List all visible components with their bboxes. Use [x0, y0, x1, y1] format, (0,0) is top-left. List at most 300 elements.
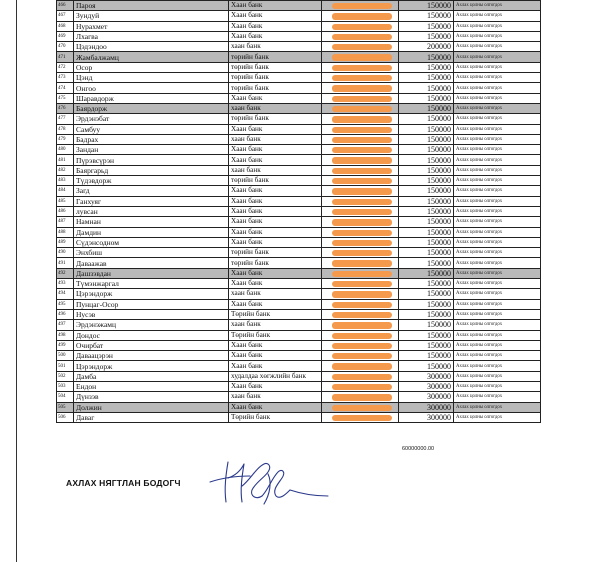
account-number-redacted — [322, 31, 399, 41]
account-number-redacted — [322, 392, 399, 402]
redaction-mark — [332, 3, 392, 9]
row-number: 482 — [57, 165, 74, 175]
table-row — [57, 258, 541, 268]
account-number-redacted — [322, 73, 399, 83]
person-name: Лхагва — [74, 31, 229, 41]
payment-note: Ахлах цолны олгогдох — [454, 268, 541, 278]
bank-name: Хаан банк — [229, 124, 322, 134]
table-row — [57, 134, 541, 144]
row-number: 485 — [57, 196, 74, 206]
amount: 150000 — [399, 155, 454, 165]
payment-note: Ахлах цолны олгогдох — [454, 206, 541, 216]
payment-note: Ахлах цолны олгогдох — [454, 186, 541, 196]
row-number: 495 — [57, 299, 74, 309]
redaction-mark — [332, 343, 392, 349]
payment-note: Ахлах цолны олгогдох — [454, 42, 541, 52]
row-number: 486 — [57, 206, 74, 216]
person-name: Цэдэндоо — [74, 42, 229, 52]
payment-note: Ахлах цолны олгогдох — [454, 381, 541, 391]
amount: 150000 — [399, 289, 454, 299]
payment-note: Ахлах цолны олгогдох — [454, 155, 541, 165]
table-row — [57, 103, 541, 113]
redaction-mark — [332, 271, 392, 277]
redaction-mark — [332, 178, 392, 184]
table-row — [57, 1, 541, 11]
account-number-redacted — [322, 62, 399, 72]
row-number: 489 — [57, 237, 74, 247]
person-name: Дамдин — [74, 227, 229, 237]
redaction-mark — [332, 312, 392, 318]
amount: 300000 — [399, 402, 454, 412]
person-name: Цэрэндорж — [74, 289, 229, 299]
table-row — [57, 237, 541, 247]
person-name: Нурахмет — [74, 21, 229, 31]
table-row — [57, 309, 541, 319]
bank-name: Хаан банк — [229, 381, 322, 391]
bank-name: Хаан банк — [229, 217, 322, 227]
person-name: Онгоо — [74, 83, 229, 93]
amount: 150000 — [399, 52, 454, 62]
account-number-redacted — [322, 299, 399, 309]
person-name: Зандан — [74, 145, 229, 155]
amount: 150000 — [399, 330, 454, 340]
table-row — [57, 402, 541, 412]
row-number: 494 — [57, 289, 74, 299]
bank-name: Хаан банк — [229, 299, 322, 309]
person-name: Дондос — [74, 330, 229, 340]
payment-note: Ахлах цолны олгогдох — [454, 320, 541, 330]
person-name: Очирбат — [74, 340, 229, 350]
payment-note: Ахлах цолны олгогдох — [454, 309, 541, 319]
account-number-redacted — [322, 217, 399, 227]
bank-name: Хаан банк — [229, 11, 322, 21]
person-name: Баярдорж — [74, 103, 229, 113]
account-number-redacted — [322, 155, 399, 165]
page-edge-line — [16, 0, 17, 562]
table-row — [57, 412, 541, 422]
redaction-mark — [332, 219, 392, 225]
table-row — [57, 196, 541, 206]
person-name: Эрдэнэжамц — [74, 320, 229, 330]
row-number: 503 — [57, 381, 74, 391]
person-name: Пунцаг-Осор — [74, 299, 229, 309]
account-number-redacted — [322, 52, 399, 62]
amount: 150000 — [399, 11, 454, 21]
payment-note: Ахлах цолны олгогдох — [454, 392, 541, 402]
redaction-mark — [332, 384, 392, 390]
amount: 300000 — [399, 392, 454, 402]
bank-name: Хаан банк — [229, 1, 322, 11]
payment-table-sheet — [56, 0, 516, 423]
person-name: Түдэвдорж — [74, 176, 229, 186]
table-row — [57, 73, 541, 83]
redaction-mark — [332, 260, 392, 266]
account-number-redacted — [322, 11, 399, 21]
table-row — [57, 114, 541, 124]
bank-name: Хаан банк — [229, 279, 322, 289]
bank-name: хаан банк — [229, 103, 322, 113]
payment-note: Ахлах цолны олгогдох — [454, 248, 541, 258]
row-number: 501 — [57, 361, 74, 371]
account-number-redacted — [322, 1, 399, 11]
account-number-redacted — [322, 21, 399, 31]
table-row — [57, 351, 541, 361]
account-number-redacted — [322, 268, 399, 278]
table-row — [57, 299, 541, 309]
bank-name: Хаан банк — [229, 361, 322, 371]
account-number-redacted — [322, 289, 399, 299]
payment-note: Ахлах цолны олгогдох — [454, 330, 541, 340]
amount: 300000 — [399, 371, 454, 381]
amount: 150000 — [399, 309, 454, 319]
row-number: 480 — [57, 145, 74, 155]
table-row — [57, 145, 541, 155]
amount: 150000 — [399, 340, 454, 350]
account-number-redacted — [322, 330, 399, 340]
redaction-mark — [332, 106, 392, 112]
row-number: 488 — [57, 227, 74, 237]
amount: 150000 — [399, 279, 454, 289]
payment-note: Ахлах цолны олгогдох — [454, 371, 541, 381]
person-name: Жамбалжамц — [74, 52, 229, 62]
amount: 150000 — [399, 176, 454, 186]
payment-note: Ахлах цолны олгогдох — [454, 279, 541, 289]
bank-name: Хаан банк — [229, 186, 322, 196]
payment-note: Ахлах цолны олгогдох — [454, 289, 541, 299]
amount: 300000 — [399, 412, 454, 422]
amount: 150000 — [399, 227, 454, 237]
redaction-mark — [332, 13, 392, 19]
table-row — [57, 83, 541, 93]
redaction-mark — [332, 240, 392, 246]
bank-name: Төрийн банк — [229, 330, 322, 340]
person-name: Түмэнжаргал — [74, 279, 229, 289]
person-name: Энхбиш — [74, 248, 229, 258]
payment-note: Ахлах цолны олгогдох — [454, 299, 541, 309]
table-row — [57, 279, 541, 289]
amount: 150000 — [399, 268, 454, 278]
amount: 150000 — [399, 83, 454, 93]
bank-name: Хаан банк — [229, 93, 322, 103]
redaction-mark — [332, 85, 392, 91]
payment-note: Ахлах цолны олгогдох — [454, 1, 541, 11]
account-number-redacted — [322, 340, 399, 350]
bank-name: Хаан банк — [229, 340, 322, 350]
person-name: Загд — [74, 186, 229, 196]
account-number-redacted — [322, 227, 399, 237]
table-row — [57, 371, 541, 381]
account-number-redacted — [322, 145, 399, 155]
table-row — [57, 176, 541, 186]
amount: 150000 — [399, 217, 454, 227]
row-number: 478 — [57, 124, 74, 134]
table-row — [57, 165, 541, 175]
account-number-redacted — [322, 176, 399, 186]
person-name: Осор — [74, 62, 229, 72]
amount: 150000 — [399, 165, 454, 175]
amount: 150000 — [399, 21, 454, 31]
person-name: Пароя — [74, 1, 229, 11]
bank-name: Хаан банк — [229, 402, 322, 412]
row-number: 467 — [57, 11, 74, 21]
table-row — [57, 31, 541, 41]
account-number-redacted — [322, 114, 399, 124]
row-number: 471 — [57, 52, 74, 62]
payment-note: Ахлах цолны олгогдох — [454, 412, 541, 422]
person-name: Сүдэнсодном — [74, 237, 229, 247]
redaction-mark — [332, 322, 392, 328]
person-name: Бадрах — [74, 134, 229, 144]
payment-note: Ахлах цолны олгогдох — [454, 103, 541, 113]
bank-name: Хаан банк — [229, 227, 322, 237]
account-number-redacted — [322, 124, 399, 134]
payment-note: Ахлах цолны олгогдох — [454, 31, 541, 41]
table-row — [57, 155, 541, 165]
row-number: 476 — [57, 103, 74, 113]
redaction-mark — [332, 65, 392, 71]
row-number: 491 — [57, 258, 74, 268]
payment-note: Ахлах цолны олгогдох — [454, 237, 541, 247]
account-number-redacted — [322, 42, 399, 52]
table-row — [57, 340, 541, 350]
account-number-redacted — [322, 165, 399, 175]
grand-total: 60000000.00 — [402, 446, 435, 452]
payment-table — [56, 0, 541, 423]
table-row — [57, 248, 541, 258]
person-name: Дашзэвдан — [74, 268, 229, 278]
payment-note: Ахлах цолны олгогдох — [454, 227, 541, 237]
row-number: 469 — [57, 31, 74, 41]
row-number: 473 — [57, 73, 74, 83]
amount: 150000 — [399, 196, 454, 206]
table-row — [57, 361, 541, 371]
payment-note: Ахлах цолны олгогдох — [454, 134, 541, 144]
redaction-mark — [332, 250, 392, 256]
redaction-mark — [332, 188, 392, 194]
bank-name: хаан банк — [229, 392, 322, 402]
redaction-mark — [332, 54, 392, 60]
account-number-redacted — [322, 412, 399, 422]
redaction-mark — [332, 302, 392, 308]
table-row — [57, 227, 541, 237]
account-number-redacted — [322, 134, 399, 144]
bank-name: төрийн банк — [229, 62, 322, 72]
row-number: 470 — [57, 42, 74, 52]
bank-name: Хаан банк — [229, 21, 322, 31]
payment-note: Ахлах цолны олгогдох — [454, 21, 541, 31]
amount: 300000 — [399, 381, 454, 391]
payment-note: Ахлах цолны олгогдох — [454, 52, 541, 62]
table-row — [57, 381, 541, 391]
person-name: Нусэв — [74, 309, 229, 319]
amount: 150000 — [399, 134, 454, 144]
row-number: 487 — [57, 217, 74, 227]
account-number-redacted — [322, 402, 399, 412]
person-name: Шаравдорж — [74, 93, 229, 103]
redaction-mark — [332, 127, 392, 133]
redaction-mark — [332, 199, 392, 205]
redaction-mark — [332, 333, 392, 339]
redaction-mark — [332, 291, 392, 297]
redaction-mark — [332, 405, 392, 411]
redaction-mark — [332, 34, 392, 40]
bank-name: хаан банк — [229, 289, 322, 299]
amount: 150000 — [399, 31, 454, 41]
redaction-mark — [332, 44, 392, 50]
person-name: Цэрэндорж — [74, 361, 229, 371]
row-number: 498 — [57, 330, 74, 340]
bank-name: Хаан банк — [229, 31, 322, 41]
amount: 150000 — [399, 186, 454, 196]
redaction-mark — [332, 363, 392, 369]
table-row — [57, 217, 541, 227]
bank-name: хаан банк — [229, 165, 322, 175]
table-row — [57, 93, 541, 103]
table-row — [57, 42, 541, 52]
bank-name: төрийн банк — [229, 258, 322, 268]
payment-note: Ахлах цолны олгогдох — [454, 361, 541, 371]
amount: 150000 — [399, 361, 454, 371]
payment-note: Ахлах цолны олгогдох — [454, 176, 541, 186]
row-number: 475 — [57, 93, 74, 103]
payment-note: Ахлах цолны олгогдох — [454, 258, 541, 268]
amount: 150000 — [399, 351, 454, 361]
redaction-mark — [332, 394, 392, 400]
account-number-redacted — [322, 361, 399, 371]
table-row — [57, 52, 541, 62]
row-number: 497 — [57, 320, 74, 330]
bank-name: Хаан банк — [229, 351, 322, 361]
row-number: 492 — [57, 268, 74, 278]
row-number: 483 — [57, 176, 74, 186]
person-name: Самбуу — [74, 124, 229, 134]
payment-note: Ахлах цолны олгогдох — [454, 145, 541, 155]
table-row — [57, 62, 541, 72]
bank-name: хаан банк — [229, 134, 322, 144]
row-number: 493 — [57, 279, 74, 289]
amount: 150000 — [399, 73, 454, 83]
account-number-redacted — [322, 320, 399, 330]
person-name: лувсан — [74, 206, 229, 216]
payment-note: Ахлах цолны олгогдох — [454, 340, 541, 350]
amount: 150000 — [399, 93, 454, 103]
redaction-mark — [332, 157, 392, 163]
person-name: Цэнд — [74, 73, 229, 83]
payment-note: Ахлах цолны олгогдох — [454, 11, 541, 21]
person-name: Намнан — [74, 217, 229, 227]
redaction-mark — [332, 96, 392, 102]
amount: 150000 — [399, 248, 454, 258]
table-row — [57, 186, 541, 196]
person-name: Дамба — [74, 371, 229, 381]
payment-note: Ахлах цолны олгогдох — [454, 73, 541, 83]
row-number: 466 — [57, 1, 74, 11]
bank-name: Төрийн банк — [229, 309, 322, 319]
person-name: Дүнзэв — [74, 392, 229, 402]
row-number: 477 — [57, 114, 74, 124]
redaction-mark — [332, 415, 392, 421]
person-name: Даваацэрэн — [74, 351, 229, 361]
amount: 150000 — [399, 103, 454, 113]
redaction-mark — [332, 137, 392, 143]
row-number: 504 — [57, 392, 74, 402]
amount: 150000 — [399, 299, 454, 309]
table-row — [57, 289, 541, 299]
redaction-mark — [332, 75, 392, 81]
bank-name: Төрийн банк — [229, 412, 322, 422]
account-number-redacted — [322, 186, 399, 196]
payment-note: Ахлах цолны олгогдох — [454, 402, 541, 412]
row-number: 502 — [57, 371, 74, 381]
signature-label: АХЛАХ НЯГТЛАН БОДОГЧ — [66, 478, 181, 488]
row-number: 474 — [57, 83, 74, 93]
redaction-mark — [332, 230, 392, 236]
account-number-redacted — [322, 248, 399, 258]
bank-name: төрийн банк — [229, 83, 322, 93]
amount: 150000 — [399, 1, 454, 11]
bank-name: төрийн банк — [229, 114, 322, 124]
account-number-redacted — [322, 279, 399, 289]
bank-name: Хаан банк — [229, 206, 322, 216]
table-row — [57, 392, 541, 402]
person-name: Зундуй — [74, 11, 229, 21]
person-name: Должин — [74, 402, 229, 412]
row-number: 479 — [57, 134, 74, 144]
table-row — [57, 11, 541, 21]
redaction-mark — [332, 147, 392, 153]
person-name: Даваг — [74, 412, 229, 422]
payment-table-body — [57, 1, 541, 423]
person-name: Даваажав — [74, 258, 229, 268]
bank-name: төрийн банк — [229, 52, 322, 62]
bank-name: Хаан банк — [229, 196, 322, 206]
amount: 150000 — [399, 237, 454, 247]
payment-note: Ахлах цолны олгогдох — [454, 62, 541, 72]
bank-name: Хаан банк — [229, 145, 322, 155]
redaction-mark — [332, 281, 392, 287]
amount: 150000 — [399, 62, 454, 72]
redaction-mark — [332, 374, 392, 380]
bank-name: төрийн банк — [229, 248, 322, 258]
table-row — [57, 21, 541, 31]
row-number: 481 — [57, 155, 74, 165]
amount: 200000 — [399, 42, 454, 52]
bank-name: Хаан банк — [229, 237, 322, 247]
account-number-redacted — [322, 206, 399, 216]
table-row — [57, 268, 541, 278]
amount: 150000 — [399, 114, 454, 124]
row-number: 472 — [57, 62, 74, 72]
amount: 150000 — [399, 258, 454, 268]
payment-note: Ахлах цолны олгогдох — [454, 114, 541, 124]
redaction-mark — [332, 24, 392, 30]
person-name: Пүрэвсүрэн — [74, 155, 229, 165]
payment-note: Ахлах цолны олгогдох — [454, 351, 541, 361]
redaction-mark — [332, 209, 392, 215]
row-number: 468 — [57, 21, 74, 31]
signature-image — [206, 456, 336, 516]
payment-note: Ахлах цолны олгогдох — [454, 196, 541, 206]
payment-note: Ахлах цолны олгогдох — [454, 165, 541, 175]
table-row — [57, 206, 541, 216]
amount: 150000 — [399, 320, 454, 330]
row-number: 499 — [57, 340, 74, 350]
account-number-redacted — [322, 196, 399, 206]
bank-name: хаан банк — [229, 320, 322, 330]
bank-name: худалдаа хөгжлийн банк — [229, 371, 322, 381]
amount: 150000 — [399, 145, 454, 155]
person-name: Эрдэнэбат — [74, 114, 229, 124]
